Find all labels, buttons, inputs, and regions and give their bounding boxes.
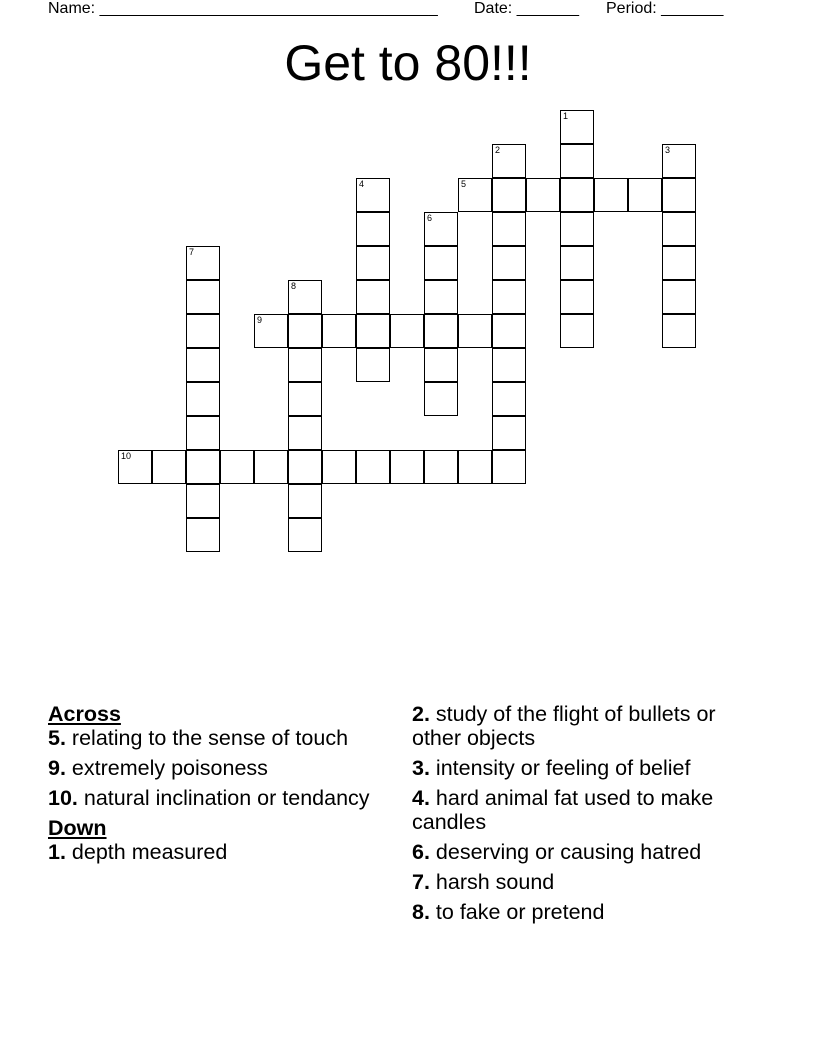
grid-cell[interactable]	[424, 314, 458, 348]
period-field[interactable]: Period: _______	[606, 0, 724, 17]
grid-cell[interactable]	[492, 144, 526, 178]
grid-cell[interactable]	[390, 450, 424, 484]
grid-cell[interactable]	[186, 246, 220, 280]
grid-cell[interactable]	[424, 212, 458, 246]
clue-down	[412, 870, 752, 894]
grid-cell[interactable]	[118, 450, 152, 484]
grid-cell[interactable]	[424, 246, 458, 280]
grid-cell[interactable]	[356, 212, 390, 246]
clue-number: 4	[359, 179, 365, 189]
clue-number: 8	[291, 281, 297, 291]
down-heading: Down	[48, 816, 107, 840]
clue-number: 3	[665, 145, 671, 155]
clue-number: 7.	[412, 870, 430, 894]
across-heading: Across	[48, 702, 121, 726]
clue-number: 1.	[48, 840, 66, 864]
grid-cell[interactable]	[662, 178, 696, 212]
grid-cell[interactable]	[560, 246, 594, 280]
clue-down	[412, 900, 752, 924]
clue-number: 6.	[412, 840, 430, 864]
grid-cell[interactable]	[560, 314, 594, 348]
grid-cell[interactable]	[356, 348, 390, 382]
grid-cell[interactable]	[356, 314, 390, 348]
grid-cell[interactable]	[560, 212, 594, 246]
grid-cell[interactable]	[492, 280, 526, 314]
grid-cell[interactable]	[288, 450, 322, 484]
grid-cell[interactable]	[152, 450, 186, 484]
clue-text: extremely poisoness	[71, 756, 268, 780]
grid-cell[interactable]	[662, 144, 696, 178]
clue-down	[48, 840, 378, 864]
grid-cell[interactable]	[186, 484, 220, 518]
clue-text: intensity or feeling of belief	[435, 756, 691, 780]
name-field[interactable]: Name: ______________________________________	[48, 0, 438, 17]
grid-cell[interactable]	[492, 246, 526, 280]
grid-cell[interactable]	[186, 348, 220, 382]
clue-down	[412, 840, 752, 864]
grid-cell[interactable]	[424, 450, 458, 484]
clue-number: 5.	[48, 726, 66, 750]
grid-cell[interactable]	[288, 484, 322, 518]
grid-cell[interactable]	[322, 450, 356, 484]
clue-text: harsh sound	[435, 870, 555, 894]
grid-cell[interactable]	[390, 314, 424, 348]
grid-cell[interactable]	[662, 314, 696, 348]
clue-number: 5	[461, 179, 467, 189]
clue-number: 2	[495, 145, 501, 155]
clues-right-column	[412, 702, 752, 930]
grid-cell[interactable]	[288, 518, 322, 552]
grid-cell[interactable]	[356, 246, 390, 280]
clue-down	[412, 786, 752, 834]
grid-cell[interactable]	[186, 518, 220, 552]
grid-cell[interactable]	[662, 280, 696, 314]
clues-left-column	[48, 702, 378, 870]
grid-cell[interactable]	[492, 212, 526, 246]
clue-across	[48, 786, 378, 810]
clue-number: 4.	[412, 786, 430, 810]
clue-across	[48, 756, 378, 780]
grid-cell[interactable]	[322, 314, 356, 348]
grid-cell[interactable]	[526, 178, 560, 212]
grid-cell[interactable]	[288, 314, 322, 348]
grid-cell[interactable]	[560, 144, 594, 178]
grid-cell[interactable]	[220, 450, 254, 484]
grid-cell[interactable]	[424, 280, 458, 314]
grid-cell[interactable]	[254, 450, 288, 484]
grid-cell[interactable]	[356, 178, 390, 212]
grid-cell[interactable]	[628, 178, 662, 212]
grid-cell[interactable]	[186, 382, 220, 416]
clue-text: depth measured	[71, 840, 228, 864]
clue-number: 6	[427, 213, 433, 223]
clue-text: to fake or pretend	[435, 900, 605, 924]
grid-cell[interactable]	[492, 178, 526, 212]
grid-cell[interactable]	[492, 450, 526, 484]
clue-down	[412, 756, 752, 780]
grid-cell[interactable]	[186, 416, 220, 450]
date-field[interactable]: Date: _______	[474, 0, 579, 17]
clue-text: natural inclination or tendancy	[83, 786, 370, 810]
clue-number: 1	[563, 111, 569, 121]
grid-cell[interactable]	[186, 450, 220, 484]
grid-cell[interactable]	[594, 178, 628, 212]
grid-cell[interactable]	[492, 382, 526, 416]
grid-cell[interactable]	[458, 178, 492, 212]
grid-cell[interactable]	[424, 348, 458, 382]
clue-number: 9	[257, 315, 263, 325]
grid-cell[interactable]	[492, 416, 526, 450]
grid-cell[interactable]	[288, 416, 322, 450]
clue-across	[48, 726, 378, 750]
clue-number: 10.	[48, 786, 78, 810]
grid-cell[interactable]	[492, 314, 526, 348]
clue-number: 10	[121, 451, 132, 461]
grid-cell[interactable]	[560, 280, 594, 314]
grid-cell[interactable]	[288, 348, 322, 382]
clue-text: relating to the sense of touch	[71, 726, 349, 750]
grid-cell[interactable]	[356, 280, 390, 314]
clue-number: 8.	[412, 900, 430, 924]
grid-cell[interactable]	[662, 212, 696, 246]
clue-number: 7	[189, 247, 195, 257]
grid-cell[interactable]	[424, 382, 458, 416]
grid-cell[interactable]	[560, 110, 594, 144]
grid-cell[interactable]	[186, 314, 220, 348]
clue-number: 3.	[412, 756, 430, 780]
grid-cell[interactable]	[662, 246, 696, 280]
grid-cell[interactable]	[356, 450, 390, 484]
grid-cell[interactable]	[288, 280, 322, 314]
page-title: Get to 80!!!	[284, 35, 532, 91]
clue-text: deserving or causing hatred	[435, 840, 702, 864]
clue-down	[412, 702, 752, 750]
clue-text: hard animal fat used to make candles	[412, 786, 714, 834]
grid-cell[interactable]	[458, 450, 492, 484]
grid-cell[interactable]	[254, 314, 288, 348]
clue-number: 2.	[412, 702, 430, 726]
grid-cell[interactable]	[288, 382, 322, 416]
grid-cell[interactable]	[186, 280, 220, 314]
clue-number: 9.	[48, 756, 66, 780]
grid-cell[interactable]	[458, 314, 492, 348]
clue-text: study of the flight of bullets or other objects	[412, 702, 716, 750]
grid-cell[interactable]	[492, 348, 526, 382]
grid-cell[interactable]	[560, 178, 594, 212]
